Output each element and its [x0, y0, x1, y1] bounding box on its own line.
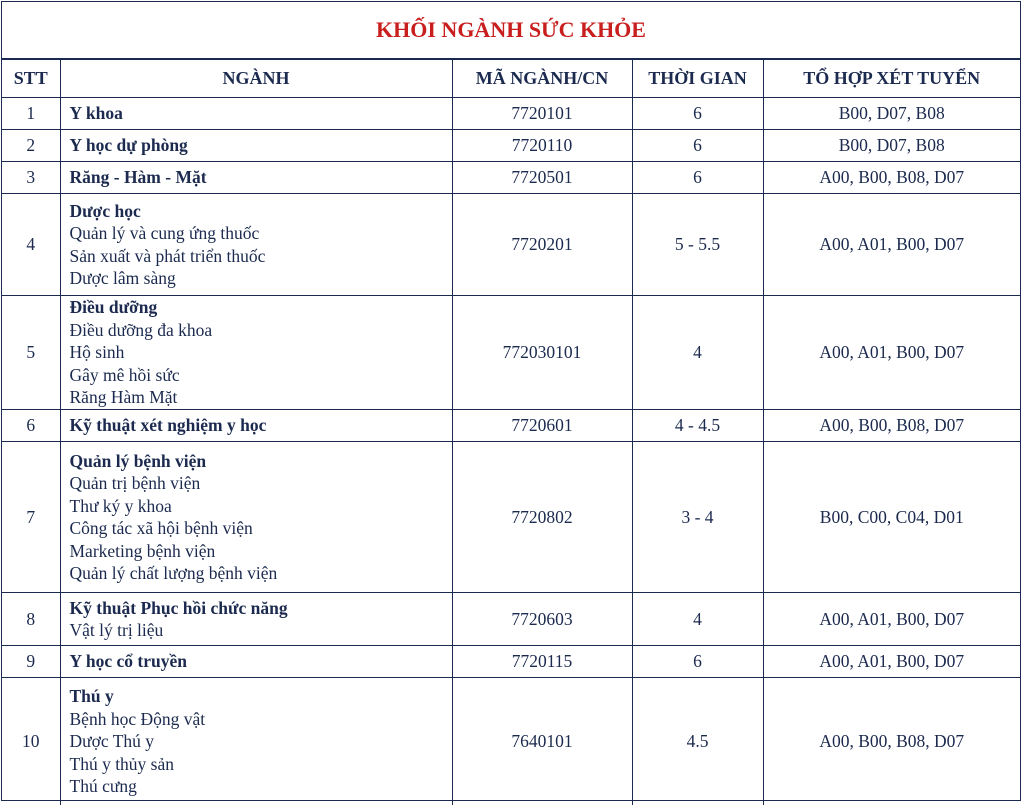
- cell-to-hop: A00, B00, B08, D07: [763, 410, 1020, 442]
- specialization: Răng Hàm Mặt: [69, 387, 178, 408]
- specialization: Dược lâm sàng: [69, 268, 176, 288]
- cell-thoi-gian: 6: [632, 98, 763, 130]
- cell-ma-nganh: 7720101: [452, 98, 632, 130]
- specialization: Quản trị bệnh viện: [69, 473, 201, 493]
- major-name: Y học cổ truyền: [69, 651, 187, 672]
- cell-ma-nganh: 7720601: [452, 410, 632, 442]
- cell-stt: 5: [2, 296, 60, 410]
- specialization: Dược Thú y: [69, 731, 155, 751]
- specialization: Marketing bệnh viện: [69, 540, 216, 561]
- cell-nganh: [60, 593, 452, 646]
- table-row: [2, 162, 1020, 194]
- specialization: Điều dưỡng đa khoa: [69, 319, 213, 340]
- major-name: Y học dự phòng: [69, 135, 188, 156]
- cell-nganh: [60, 646, 452, 678]
- cell-ma-nganh: 772030101: [452, 296, 632, 410]
- cell-ma-nganh: 7720802: [452, 442, 632, 593]
- cell-thoi-gian: 4: [632, 593, 763, 646]
- cell-to-hop: A00, A01, B00, D07: [763, 194, 1020, 296]
- cell-thoi-gian: 4: [632, 296, 763, 410]
- cell-ma-nganh: 7720115: [452, 646, 632, 678]
- admissions-table-frame: [1, 1, 1021, 801]
- table-title: KHỐI NGÀNH SỨC KHỎE: [2, 2, 1020, 59]
- cell-ma-nganh: 7720501: [452, 162, 632, 194]
- specialization: Thư ký y khoa: [69, 495, 172, 516]
- cell-nganh: [60, 410, 452, 442]
- header-to-hop: TỔ HỢP XÉT TUYỂN: [763, 60, 1020, 98]
- cell-stt: 4: [2, 194, 60, 296]
- major-name: Thú y: [69, 686, 114, 706]
- cell-to-hop: A00, A01, B00, D07: [763, 296, 1020, 410]
- cell-thoi-gian: 6: [632, 646, 763, 678]
- header-nganh: NGÀNH: [60, 60, 452, 98]
- table-row: [2, 296, 1020, 410]
- cell-nganh: [60, 442, 452, 593]
- cell-to-hop: A00, A01, B00, D07: [763, 646, 1020, 678]
- cell-thoi-gian: 4 - 4.5: [632, 410, 763, 442]
- major-name: Dược học: [69, 200, 141, 221]
- cell-stt: 8: [2, 593, 60, 646]
- table-row: [2, 593, 1020, 646]
- cell-ma-nganh: 7720603: [452, 593, 632, 646]
- table-body: [2, 98, 1020, 805]
- cell-nganh: [60, 296, 452, 410]
- table-row: [2, 646, 1020, 678]
- specialization: Sản xuất và phát triển thuốc: [69, 245, 266, 266]
- cell-nganh: [60, 194, 452, 296]
- cell-ma-nganh: 7640101: [452, 678, 632, 805]
- major-name: Kỹ thuật xét nghiệm y học: [69, 415, 267, 436]
- cell-thoi-gian: 4.5: [632, 678, 763, 805]
- cell-ma-nganh: 7720201: [452, 194, 632, 296]
- major-name: Y khoa: [69, 103, 123, 124]
- majors-table: [2, 59, 1020, 805]
- cell-stt: 6: [2, 410, 60, 442]
- cell-ma-nganh: 7720110: [452, 130, 632, 162]
- cell-nganh: [60, 678, 452, 805]
- specialization: Gây mê hồi sức: [69, 364, 180, 385]
- header-ma-nganh: MÃ NGÀNH/CN: [452, 60, 632, 98]
- cell-stt: 9: [2, 646, 60, 678]
- cell-thoi-gian: 3 - 4: [632, 442, 763, 593]
- specialization: Quản lý chất lượng bệnh viện: [69, 563, 278, 583]
- specialization: Hộ sinh: [69, 342, 125, 363]
- cell-thoi-gian: 6: [632, 130, 763, 162]
- table-row: [2, 130, 1020, 162]
- cell-to-hop: A00, A01, B00, D07: [763, 593, 1020, 646]
- header-stt: STT: [2, 60, 60, 98]
- specialization: Công tác xã hội bệnh viện: [69, 518, 253, 538]
- specialization: Quản lý và cung ứng thuốc: [69, 223, 260, 243]
- table-row: [2, 410, 1020, 442]
- specialization: Vật lý trị liệu: [69, 620, 164, 640]
- table-row: [2, 678, 1020, 805]
- cell-to-hop: B00, D07, B08: [763, 130, 1020, 162]
- cell-thoi-gian: 5 - 5.5: [632, 194, 763, 296]
- cell-stt: 3: [2, 162, 60, 194]
- cell-stt: 10: [2, 678, 60, 805]
- cell-nganh: [60, 162, 452, 194]
- specialization: Thú y thủy sản: [69, 753, 175, 774]
- cell-to-hop: B00, C00, C04, D01: [763, 442, 1020, 593]
- table-row: [2, 98, 1020, 130]
- cell-nganh: [60, 130, 452, 162]
- header-row: [2, 60, 1020, 98]
- cell-to-hop: A00, B00, B08, D07: [763, 678, 1020, 805]
- cell-to-hop: B00, D07, B08: [763, 98, 1020, 130]
- table-row: [2, 442, 1020, 593]
- major-name: Quản lý bệnh viện: [69, 450, 207, 471]
- cell-stt: 1: [2, 98, 60, 130]
- major-name: Kỹ thuật Phục hồi chức năng: [69, 597, 288, 618]
- specialization: Thú cưng: [69, 776, 137, 796]
- header-thoi-gian: THỜI GIAN: [632, 60, 763, 98]
- specialization: Bệnh học Động vật: [69, 708, 206, 729]
- table-row: [2, 194, 1020, 296]
- major-name: Điều dưỡng: [69, 297, 158, 318]
- major-name: Răng - Hàm - Mặt: [69, 167, 207, 188]
- cell-stt: 7: [2, 442, 60, 593]
- cell-thoi-gian: 6: [632, 162, 763, 194]
- cell-nganh: [60, 98, 452, 130]
- cell-stt: 2: [2, 130, 60, 162]
- cell-to-hop: A00, B00, B08, D07: [763, 162, 1020, 194]
